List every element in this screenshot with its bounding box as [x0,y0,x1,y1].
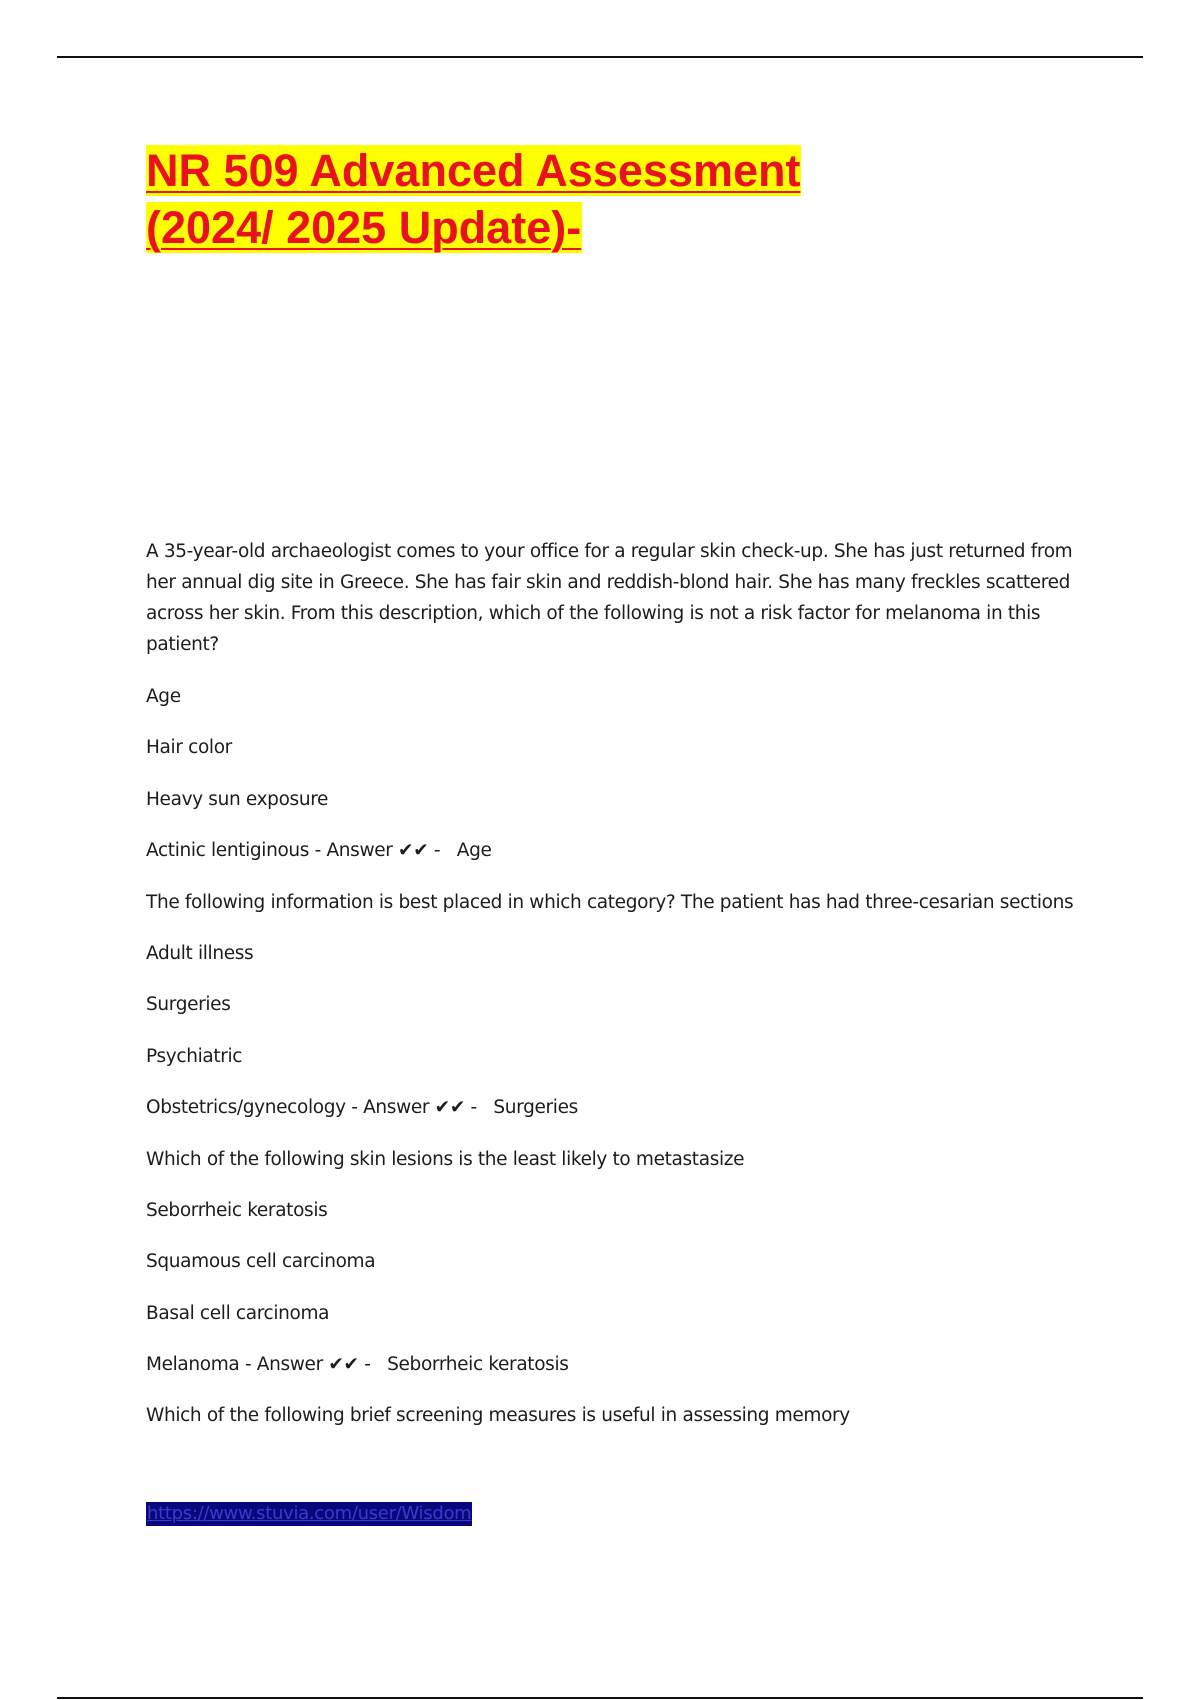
answer-line-1: Actinic lentiginous - Answer ✔✔ - Age [146,840,492,862]
footer-rule [57,1697,1143,1699]
document-title [146,142,801,256]
title-line-1: NR 509 Advanced Assessment [146,145,801,196]
option-hair-color: Hair color [146,737,232,759]
document-body [146,536,1086,1452]
option-psychiatric: Psychiatric [146,1045,243,1067]
option-surgeries: Surgeries [146,994,231,1016]
answer-line-2: Obstetrics/gynecology - Answer ✔✔ - Surgeries [146,1097,578,1119]
footer-link[interactable]: https://www.stuvia.com/user/Wisdom [147,1503,472,1524]
title-line-2: (2024/ 2025 Update)- [146,202,582,253]
option-age: Age [146,686,181,707]
question-2-text: The following information is best placed in which category? The patient has had three-cesarian sections [146,891,1074,913]
answer-line-3: Melanoma - Answer ✔✔ - Seborrheic keratosis [146,1354,569,1376]
question-1-text: A 35-year-old archaeologist comes to your office for a regular skin check-up. She has just returned from her annual dig site in Greece. She has fair skin and reddish-blond hair. She has many freckles scattered across her skin. From this description, which of the following is not a risk factor for melanoma in this patient? [146,541,1073,655]
option-basal-cell-carcinoma: Basal cell carcinoma [146,1302,330,1324]
question-4-text: Which of the following brief screening measures is useful in assessing memory [146,1405,850,1427]
option-squamous-cell-carcinoma: Squamous cell carcinoma [146,1251,376,1273]
option-heavy-sun-exposure: Heavy sun exposure [146,788,329,810]
option-adult-illness: Adult illness [146,942,254,964]
question-3-text: Which of the following skin lesions is the least likely to metastasize [146,1148,745,1170]
option-seborrheic-keratosis: Seborrheic keratosis [146,1199,328,1221]
header-rule [57,56,1143,58]
